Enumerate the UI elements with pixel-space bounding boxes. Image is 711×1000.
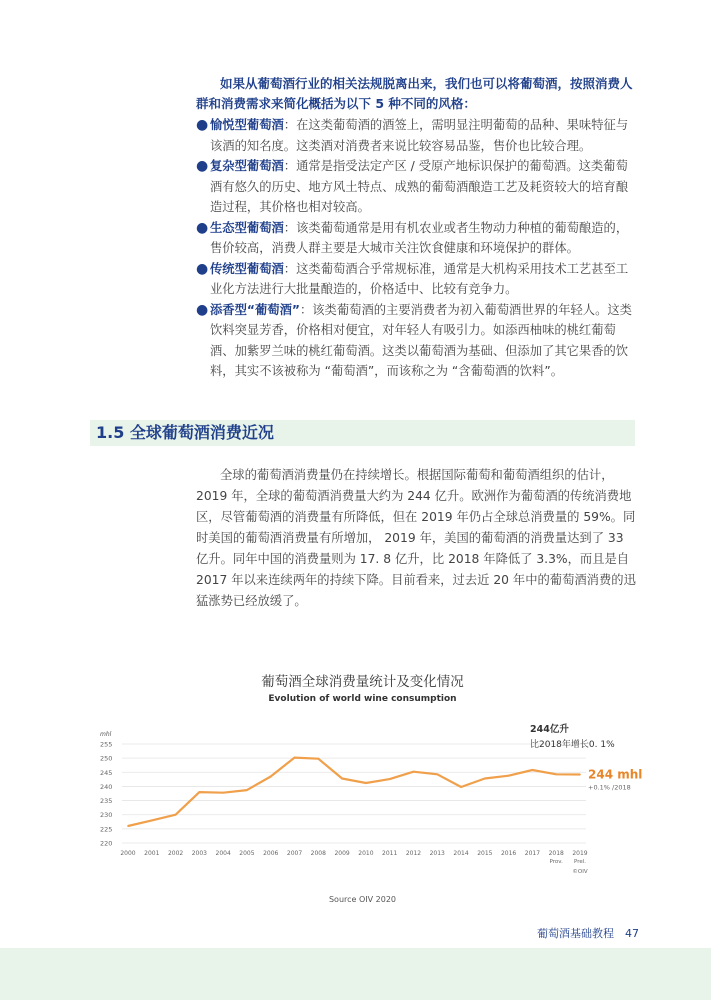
data-point (579, 774, 581, 776)
data-point (365, 782, 367, 784)
style-term: 生态型葡萄酒 (210, 220, 284, 235)
data-point (508, 775, 510, 777)
x-tick-label: 2016 (500, 850, 517, 857)
data-point (532, 769, 534, 771)
x-tick-label: 2018 (548, 850, 564, 857)
body-paragraph: 全球的葡萄酒消费量仍在持续增长。根据国际葡萄和葡萄酒组织的估计，2019 年，全球的葡萄酒消费量大约为 244 亿升。欧洲作为葡萄酒的传统消费地区，尽管葡萄酒的消费量有所降低，但在 2019 年仍占全球总消费量的 59%。同时美国的葡萄酒消费量有所增加， 2019 年，美国的葡萄酒的消费量达到了 33 亿升。同年中国的消费量则为 17. 8 亿升，比 2018 年降低了 3.3%，而且是自 2017 年以来连续两年的持续下降。目前看来，过去近 20 年中的葡萄酒消费的迅猛涨势已经放缓了。 (196, 468, 636, 608)
y-tick-label: 240 (100, 782, 113, 791)
data-point (151, 819, 153, 821)
x-tick-label: 2015 (477, 850, 493, 857)
x-tick-label: 2004 (215, 850, 231, 857)
list-item (196, 115, 636, 156)
intro-text: 如果从葡萄酒行业的相关法规脱离出来，我们也可以将葡萄酒，按照消费人群和消费需求来简化概括为以下 5 种不同的风格： (196, 76, 633, 111)
page-footer: 葡萄酒基础教程 47 (537, 927, 639, 940)
data-point (127, 825, 129, 827)
bullet-icon: ● (196, 260, 209, 277)
x-tick-label: 2008 (310, 850, 326, 857)
x-tick-label: 2019 (572, 850, 588, 857)
data-point (246, 789, 248, 791)
style-term: 愉悦型葡萄酒 (210, 118, 284, 132)
data-point (175, 814, 177, 816)
x-tick-label: 2000 (120, 850, 136, 857)
data-point (436, 773, 438, 775)
chart-source: Source OIV 2020 (328, 895, 397, 904)
annotation-cn-value: 244亿升 (530, 724, 569, 735)
x-tick-label: 2017 (524, 850, 541, 857)
x-tick-label: 2014 (453, 850, 469, 857)
style-term: 传统型葡萄酒 (210, 261, 284, 276)
data-point (413, 771, 415, 773)
chart-subtitle: Evolution of world wine consumption (268, 694, 457, 704)
chart-plot (90, 660, 643, 895)
x-tick-label: 2005 (239, 850, 255, 857)
y-tick-label: 230 (100, 811, 113, 820)
data-point (555, 773, 557, 775)
x-tick-label: 2002 (167, 850, 184, 857)
list-item (196, 218, 636, 259)
bullet-icon: ● (196, 301, 209, 318)
style-desc: ：通常是指受法定产区 / 受原产地标识保护的葡萄酒。这类葡萄酒有悠久的历史、地方风土特点、成熟的葡萄酒酿造工艺及耗资较大的培育酿造过程，其价格也相对较高。 (210, 159, 629, 214)
y-tick-label: 235 (100, 797, 113, 806)
x-tick-label: 2009 (334, 850, 350, 857)
wine-style-list (196, 115, 636, 382)
y-tick-label: 225 (100, 825, 113, 834)
footer-bar (0, 948, 711, 1000)
annotation-change: +0.1% /2018 (588, 783, 631, 792)
x-tick-label: 2012 (405, 850, 422, 857)
y-tick-label: 250 (100, 754, 113, 763)
y-tick-label: 255 (100, 740, 113, 749)
bullet-icon: ● (196, 219, 209, 236)
style-desc: ：该类葡萄酒的主要消费者为初入葡萄酒世界的年轻人。这类饮料突显芳香，价格相对便宜，对年轻人有吸引力。如添西柚味的桃红葡萄酒、加紫罗兰味的桃红葡萄酒。这类以葡萄酒为基础、但添加了其它果香的饮料，其实不该被称为 “葡萄酒”，而该称之为 “含葡萄酒的饮料”。 (210, 302, 632, 378)
data-point (270, 776, 272, 778)
data-point (460, 786, 462, 788)
x-tick-label: 2006 (263, 850, 279, 857)
x-tick-note: Prel. (573, 859, 587, 865)
data-point (294, 757, 296, 759)
intro-paragraph (196, 74, 636, 114)
y-tick-label: 220 (100, 839, 113, 848)
x-tick-label: 2001 (144, 850, 160, 857)
list-item (196, 259, 636, 300)
style-term: 复杂型葡萄酒 (210, 159, 284, 173)
chart-title: 葡萄酒全球消费量统计及变化情况 (261, 674, 464, 690)
list-item (196, 156, 636, 218)
style-term: 添香型“葡萄酒” (210, 302, 300, 317)
y-axis-unit-label: mhl (100, 731, 112, 738)
data-point (222, 792, 224, 794)
data-point (317, 758, 319, 760)
style-desc: ：在这类葡萄酒的酒签上，需明显注明葡萄的品种、果味特征与该酒的知名度。这类酒对消费者来说比较容易品鉴，售价也比较合理。 (210, 118, 629, 153)
style-desc: ：这类葡萄酒合乎常规标准，通常是大机构采用技术工艺甚至工业化方法进行大批量酿造的，价格适中、比较有竞争力。 (210, 261, 629, 296)
x-tick-label: 2010 (358, 850, 374, 857)
list-item (196, 300, 636, 382)
chart-copyright: ©OIV (572, 869, 588, 875)
consumption-chart (90, 660, 643, 910)
x-tick-note: Prov. (549, 859, 563, 865)
x-tick-label: 2011 (382, 850, 398, 857)
x-tick-label: 2007 (286, 850, 303, 857)
style-desc: ：该类葡萄通常是用有机农业或者生物动力种植的葡萄酿造的，售价较高，消费人群主要是大城市关注饮食健康和环境保护的群体。 (210, 220, 629, 255)
data-point (198, 791, 200, 793)
y-tick-label: 245 (100, 768, 113, 777)
bullet-icon: ● (196, 158, 209, 174)
section-title: 1.5 全球葡萄酒消费近况 (96, 423, 274, 442)
bullet-icon: ● (196, 117, 209, 133)
series-line (128, 758, 580, 826)
data-point (389, 778, 391, 780)
annotation-cn-change: 比2018年增长0. 1% (530, 740, 615, 750)
data-point (341, 778, 343, 780)
x-tick-label: 2013 (429, 850, 445, 857)
data-point (484, 778, 486, 780)
annotation-value: 244 mhl (588, 767, 643, 782)
x-tick-label: 2003 (191, 850, 208, 857)
